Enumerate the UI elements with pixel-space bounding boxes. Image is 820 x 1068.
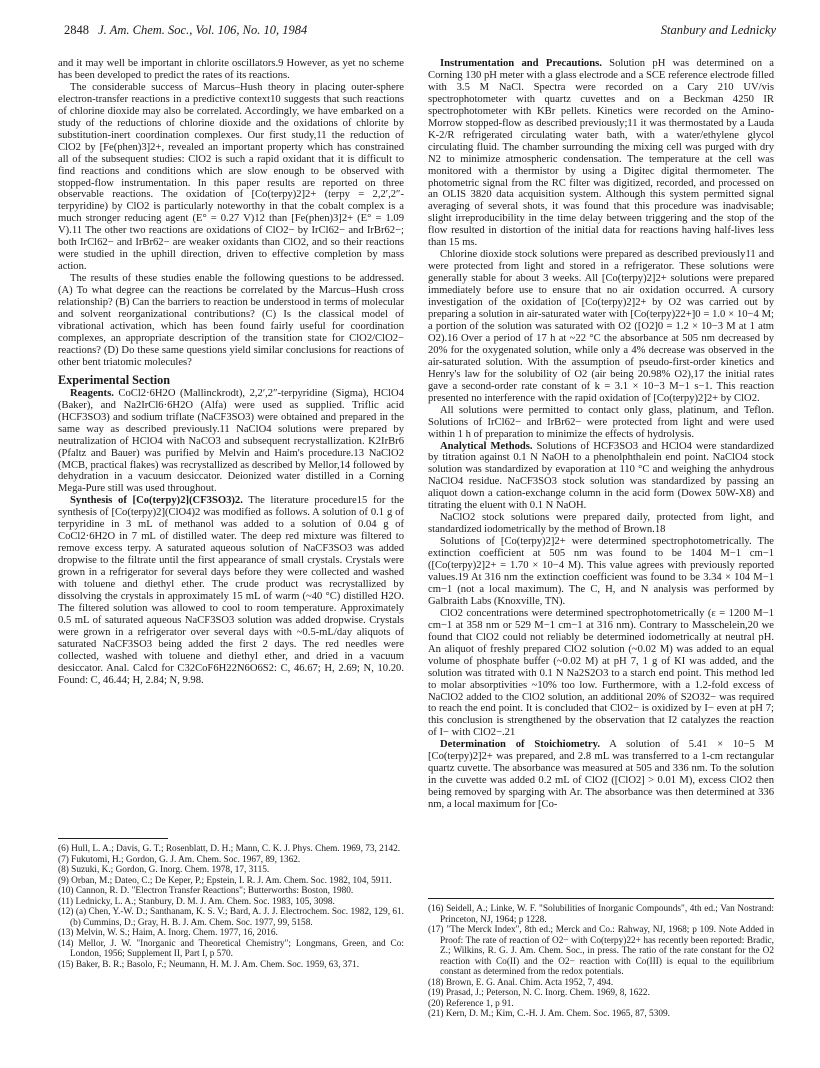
footnote: (11) Lednicky, L. A.; Stanbury, D. M. J. Am. Chem. Soc. 1983, 105, 3098. <box>58 896 335 907</box>
footnote: (17) "The Merck Index", 8th ed.; Merck and Co.: Rahway, NJ, 1968; p 109. Note Added in Proof: The rate of reaction of O2− with Co(terpy)22+ has recently been reported: Bradic, Z.; Wilkins, R. G. J. Am. Chem. Soc., in press. The ratio of the rate constant for the O2 reaction with Co(II) and the O2− reaction with Co(III) is equal to the equilibrium constant as determined from the redox potentials. <box>428 925 774 977</box>
footnote: (14) Mellor, J. W. "Inorganic and Theoretical Chemistry"; Longmans, Green, and Co: London, 1956; Supplement II, Part I, p 570. <box>58 938 404 959</box>
paragraph-marcus-hush: The considerable success of Marcus–Hush theory in placing outer-sphere electron-transfer reactions in a predictive context10 suggests that such reactions of chlorine dioxide may also be correlated. Accordingly, we have embarked on a study of the reductions of chlorine dioxide and the oxidations of chlorite by substitution-inert coordination complexes. Our first study,11 the reduction of ClO2 by [Fe(phen)3]2+, revealed an important property which has constrained all of the subsequent studies: ClO2 is such a rapid oxidant that it is difficult to find reactions and conditions which are slow enough to be observed with stopped-flow instrumentation. In this paper results are reported on three observable reactions. The oxidation of [Co(terpy)2]2+ (terpy = 2,2′,2″-terpyridine) by ClO2 is particularly noteworthy in that the cobalt complex is a much stronger reducing agent (E° = 0.27 V)12 than [Fe(phen)3]2+ (E° = 1.09 V).11 The other two reactions are oxidations of ClO2− by IrCl62− and IrBr62−; both IrCl62− and IrBr62− are weaker oxidants than ClO2, and so their reactions were studied in the uphill direction, driven to effective completion by mass action. <box>58 81 404 273</box>
instrumentation-text: Solution pH was determined on a Corning 130 pH meter with a glass electrode and a SCE reference electrode filled with 3.5 M NaCl. Spectra were recorded on a Cary 210 UV/vis spectrophotometer with quartz cuvettes and on a Beckman 4250 IR spectrophotometer with KBr pellets. Kinetics were recorded on the Amino-Morrow stopped-flow as described previously;11 it was thermostated by a Lauda K-2/R refrigerated circulating water bath, with a water/ethylene glycol circulating fluid. The chamber surrounding the mixing cell was purged with dry N2 to minimize atmospheric condensation. The temperature at the cell was monitored with a thermistor by using a Digitec digital thermometer. The photometric signal from the RC filter was digitized, recorded, and processed on an OLIS 3820 data acquisition system. Although this system permitted signal averaging of several shots, it was found that this procedure was inadvisable; slight irreproducibility in the time delay between triggering and the stop of the flow resulted in distortion of the initial data for reactions having half-lives less than 15 ms. <box>428 58 775 249</box>
paragraph-glass: All solutions were permitted to contact only glass, platinum, and Teflon. Solutions of IrCl62− and IrBr62− were protected from light and were used within 1 h of preparation to minimize the effects of hydrolysis. <box>428 404 774 440</box>
run-in-heading-stoichiometry: Determination of Stoichiometry. <box>440 739 600 751</box>
footnote: (9) Orban, M.; Dateo, C.; De Keper, P.; Epstein, I. R. J. Am. Chem. Soc. 1982, 104, 5911. <box>58 875 392 886</box>
analytical-text: Solutions of HCF3SO3 and HClO4 were standardized by titration against 0.1 N NaOH to a phenolphthalein end point. NaClO4 stock solution was standardized by evaporation at 110 °C and weighing the anhydrous NaClO4 residue. NaCF3SO3 stock solution was standardized by passing an aliquot down a cation-exchange column in the acid form (Dowex 50W-X8) and titrating the eluent with 0.1 N NaOH. <box>428 440 774 512</box>
left-body <box>58 58 404 687</box>
paragraph-solutions: Solutions of [Co(terpy)2]2+ were determined spectrophotometrically. The extinction coefficient at 505 nm was found to be 1404 M−1 cm−1 ([Co(terpy)2]2+ = 1.70 × 10−4 M). This value agrees with previously reported values.19 At 316 nm the extinction coefficient was found to be 3.34 × 104 M−1 cm−1 (not a local maximum). The C, H, and N analysis was performed by Galbraith Labs (Knoxville, TN). <box>428 536 774 607</box>
run-in-heading-analytical: Analytical Methods. <box>440 440 533 452</box>
footnote: (10) Cannon, R. D. "Electron Transfer Reactions"; Butterworths: Boston, 1980. <box>58 886 354 896</box>
footnote-rule-right <box>428 898 774 899</box>
footnote: (6) Hull, L. A.; Davis, G. T.; Rosenblatt, D. H.; Mann, C. K. J. Phys. Chem. 1969, 73, 2142. <box>58 844 401 854</box>
left-footnotes <box>58 844 404 970</box>
journal-citation: J. Am. Chem. Soc., Vol. 106, No. 10, 1984 <box>98 23 308 37</box>
footnote-rule-left <box>58 838 168 839</box>
footnote: (16) Seidell, A.; Linke, W. F. "Solubilities of Inorganic Compounds", 4th ed.; Van Nostrand: Princeton, NJ, 1964; p 1228. <box>428 904 774 925</box>
right-footnotes <box>428 904 774 1020</box>
reagents-text: CoCl2·6H2O (Mallinckrodt), 2,2′,2″-terpyridine (Sigma), HClO4 (Baker), and Na2IrCl6·6H2O (Alfa) were used as supplied. Triflic acid (HCF3SO3) and sodium triflate (NaCF3SO3) were obtained and prepared in the same way as described previously.11 NaClO4 solutions were prepared by neutralization of HClO4 with NaCO3 and subsequent recrystallization. K2IrBr6 (Pfaltz and Bauer) was purified by Melvin and Haim's procedure.13 NaClO2 (MCB, practical flakes) was recrystallized as described by Mellor,14 followed by dehydration in a vacuum desiccator. Deionized water distilled in a Corning Mega-Pure still was used throughout. <box>58 387 404 495</box>
footnote: (19) Prasad, J.; Peterson, N. C. Inorg. Chem. 1969, 8, 1622. <box>428 988 650 998</box>
paragraph-naclo2: NaClO2 stock solutions were prepared daily, protected from light, and standardized iodometrically by the method of Brown.18 <box>428 512 774 536</box>
section-heading-experimental: Experimental Section <box>58 372 171 387</box>
footnote: (15) Baker, B. R.; Basolo, F.; Neumann, H. M. J. Am. Chem. Soc. 1959, 63, 371. <box>58 959 360 970</box>
page-number: 2848 <box>64 23 89 37</box>
run-in-heading-instrumentation: Instrumentation and Precautions. <box>440 58 602 69</box>
run-in-heading-reagents: Reagents. <box>70 387 114 399</box>
right-column <box>428 58 774 811</box>
footnote: (18) Brown, E. G. Anal. Chim. Acta 1952, 7, 494. <box>428 977 614 988</box>
header-left <box>64 22 307 38</box>
paragraph-analytical <box>428 441 774 513</box>
footnote: (13) Melvin, W. S.; Haim, A. Inorg. Chem. 1977, 16, 2016. <box>58 928 278 938</box>
paragraph-chlorine-dioxide: Chlorine dioxide stock solutions were prepared as described previously11 and were protected from light and stored in a refrigerator. These solutions were generally stable for about 3 weeks. All [Co(terpy)2]2+ solutions were prepared immediately before use to ensure that no air oxidation occurred. A cursory investigation of the oxidation of [Co(terpy)2]2+ by O2 was carried out by preparing a solution in air-saturated water with [Co(terpy)22+]0 = 1.0 × 10−4 M; a portion of the solution was saturated with O2 ([O2]0 = 1.2 × 10−3 M at 1 atm O2).16 Over a period of 17 h at ~22 °C the absorbance at 505 nm decreased by 20% for the oxygenated solution, while only a 4% decrease was observed in the air-saturated solution. With the assumption of pseudo-first-order kinetics and Henry's law for the solubility of O2 (air being 20.98% O2),17 the initial rates gave a second-order rate constant of k = 3.1 × 10−3 M−1 s−1. This reaction presented no interference with the rapid oxidation of [Co(terpy)2]2+ by ClO2. <box>428 249 774 404</box>
paragraph-synthesis <box>58 495 404 686</box>
synthesis-text: The literature procedure15 for the synthesis of [Co(terpy)2](ClO4)2 was modified as follows. A solution of 0.1 g of terpyridine in 3 mL of methanol was added to a solution of 0.04 g of CoCl2·6H2O in 7 mL of distilled water. The deep red mixture was filtered to remove excess terpy. A saturated aqueous solution of NaCF3SO3 was added dropwise to the filtrate until the first appearance of small crystals. Crystals were grown in a refrigerator for several days before they were collected and washed with toluene and diethyl ether. The crude product was recrystallized by dissolving the crystals in approximately 15 mL of warm (~40 °C) distilled H2O. The filtered solution was allowed to cool to room temperature. Approximately 0.5 mL of saturated aqueous NaCF3SO3 solution was added dropwise. Crystals were grown in a refrigerator over several days with ~0.5-mL/day aliquots of saturated NaCF3SO3 being added the first 2 days. The red needles were collected, washed with toluene and diethyl ether, and dried in a vacuum desiccator. Anal. Calcd for C32CoF6H22N6O6S2: C, 46.67; H, 2.69; N, 10.20. Found: C, 46.44; H, 2.84; N, 9.98. <box>58 495 404 686</box>
stoichiometry-text: A solution of 5.41 × 10−5 M [Co(terpy)2]2+ was prepared, and 2.8 mL was transferred to a 1-cm rectangular quartz cuvette. The absorbance was measured at 505 and 336 nm. To the solution in the cuvette was added 0.2 mL of ClO2 ([ClO2] > 0.01 M), excess ClO2 then being removed by sparging with Ar. The absorbance was then determined at 336 nm, a local maximum for [Co- <box>428 739 774 811</box>
header-authors: Stanbury and Lednicky <box>660 23 776 37</box>
left-footnotes-block <box>58 838 404 970</box>
footnote: (7) Fukutomi, H.; Gordon, G. J. Am. Chem. Soc. 1967, 89, 1362. <box>58 854 301 865</box>
right-footnotes-block <box>428 898 774 1020</box>
left-column <box>58 58 404 687</box>
paragraph-instrumentation <box>428 58 774 249</box>
footnote: (12) (a) Chen, Y.-W. D.; Santhanam, K. S. V.; Bard, A. J. J. Electrochem. Soc. 1982, 129, 61. (b) Cummins, D.; Gray, H. B. J. Am. Chem. Soc. 1977, 99, 5158. <box>58 907 404 928</box>
paragraph-continuation: and it may well be important in chlorite oscillators.9 However, as yet no scheme has been developed to predict the rates of its reactions. <box>58 58 404 81</box>
footnote: (20) Reference 1, p 91. <box>428 998 514 1009</box>
run-in-heading-synthesis: Synthesis of [Co(terpy)2](CF3SO3)2. <box>70 495 243 507</box>
paragraph-clo2-concentrations: ClO2 concentrations were determined spectrophotometrically (ε = 1200 M−1 cm−1 at 358 nm or 529 M−1 cm−1 at 316 nm). Contrary to Masschelein,20 we found that ClO2 could not reliably be determined iodometrically at neutral pH. An aliquot of freshly prepared ClO2 solution (~0.02 M) was added to an equal volume of phosphate buffer (~0.02 M) at pH 7, 1 g of KI was added, and the solution was titrated with 0.1 N Na2S2O3 to a starch end point. This method led to molar absorptivities ~10% too low. Furthermore, with a 1.2-fold excess of NaClO2 added to the ClO2 solution, an additional 20% of S2O32− was required to reach the end point. It is concluded that ClO2− is oxidized by I− even at pH 7; this conclusion is strengthened by the observation that I2 catalyzes the reaction of I− with ClO2−.21 <box>428 607 774 739</box>
paragraph-questions: The results of these studies enable the following questions to be addressed. (A) To what degree can the reactions be correlated by the Marcus–Hush cross relationship? (B) Can the barriers to reaction be understood in terms of molecular and solvent reorganizational contributions? (C) Is the classical model of vibrational activation, which has been found fairly useful for coordination complexes, an appropriate description of the transition state for ClO2/ClO2− reactions? (D) Do these same questions yield similar conclusions for reactions of other bent triatomic molecules? <box>58 273 404 368</box>
footnote: (21) Kern, D. M.; Kim, C.-H. J. Am. Chem. Soc. 1965, 87, 5309. <box>428 1009 670 1019</box>
paragraph-stoichiometry <box>428 739 774 811</box>
footnote: (8) Suzuki, K.; Gordon, G. Inorg. Chem. 1978, 17, 3115. <box>58 865 270 875</box>
paragraph-reagents <box>58 388 404 496</box>
right-body <box>428 58 774 811</box>
running-header <box>64 22 776 38</box>
